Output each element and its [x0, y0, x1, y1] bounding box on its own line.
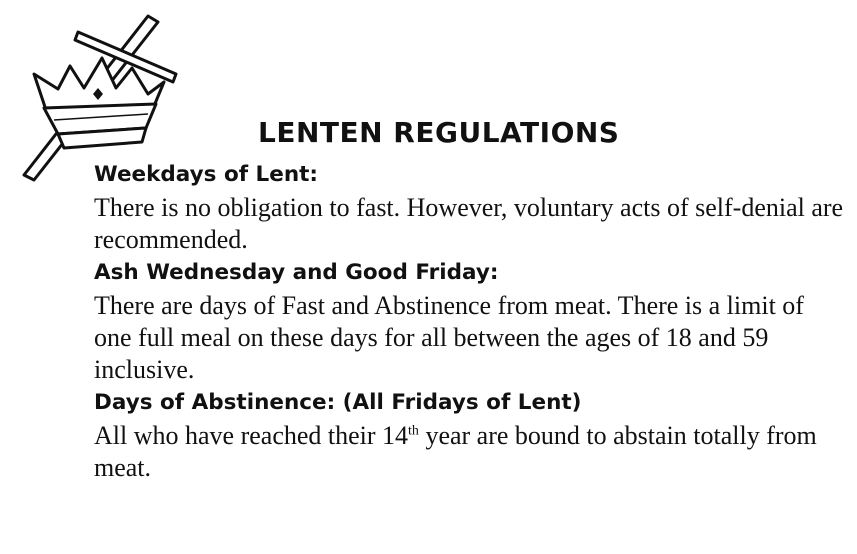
regulations-content — [94, 158, 844, 484]
section-heading-ash-wednesday: Ash Wednesday and Good Friday: — [94, 260, 499, 285]
abstinence-text-end: year are bound to abstain totally from meat. — [94, 421, 817, 482]
page-title: LENTEN REGULATIONS — [258, 116, 620, 149]
section-body-weekdays: There is no obligation to fast. However, voluntary acts of self-denial are recommended. — [94, 193, 844, 254]
ordinal-suffix: th — [408, 423, 419, 439]
section-heading-weekdays: Weekdays of Lent: — [94, 162, 319, 187]
abstinence-text-start: All who have reached their 14 — [94, 421, 409, 450]
section-heading-abstinence: Days of Abstinence: (All Fridays of Lent) — [94, 390, 582, 415]
section-body-abstinence — [94, 420, 844, 484]
section-body-ash-wednesday: There are days of Fast and Abstinence from meat. There is a limit of one full meal on these days for all between the ages of 18 and 59 inclusive. — [94, 291, 804, 384]
